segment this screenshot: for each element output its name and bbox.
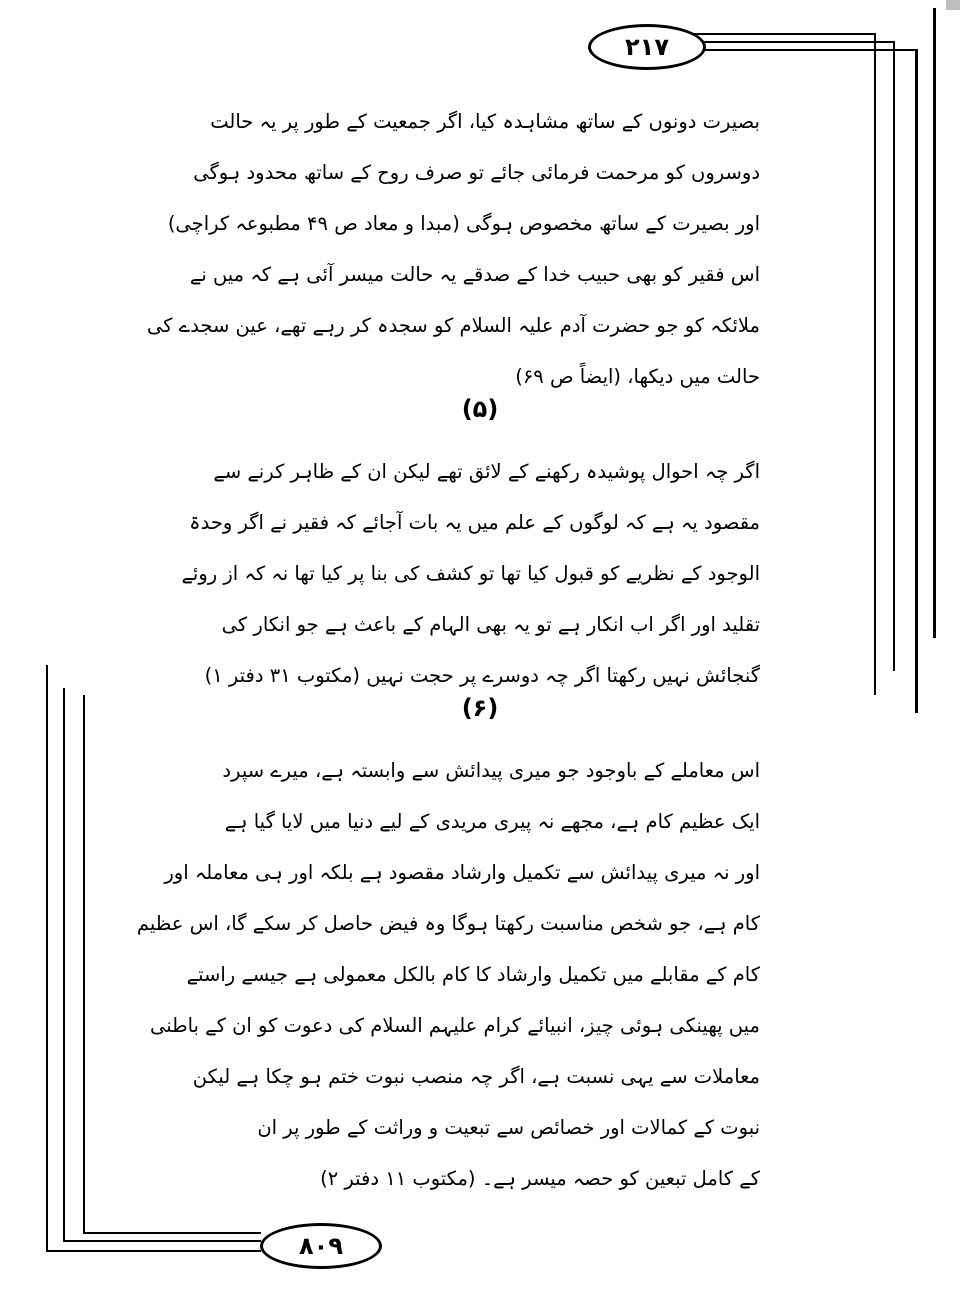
paragraph-line: اس فقیر کو بھی حبیب خدا کے صدقے یہ حالت میسر آئی ہے کہ میں نے bbox=[189, 263, 760, 286]
bottom-page-number bbox=[260, 1223, 382, 1269]
paragraph-line: کام ہے، جو شخص مناسبت رکھتا ہوگا وہ فیض حاصل کر سکے گا، اس عظیم bbox=[136, 912, 760, 935]
paragraph-line: تقلید اور اگر اب انکار ہے تو یہ بھی الہام کے باعث ہے جو انکار کی bbox=[221, 613, 760, 636]
section-heading-5: (۵) bbox=[461, 395, 499, 423]
paragraph-line: مقصود یہ ہے کہ لوگوں کے علم میں یہ بات آجائے کہ فقیر نے اگر وحدۃ bbox=[189, 511, 760, 534]
top-page-number-text: ۲۱۷ bbox=[625, 33, 669, 61]
paragraph-line: اگر چہ احوال پوشیدہ رکھنے کے لائق تھے لیکن ان کے ظاہر کرنے سے bbox=[213, 460, 760, 483]
paragraph-line: نبوت کے کمالات اور خصائص سے تبعیت و وراثت کے طور پر ان bbox=[257, 1116, 760, 1139]
paragraph-line: دوسروں کو مرحمت فرمائی جائے تو صرف روح کے ساتھ محدود ہوگی bbox=[193, 161, 760, 184]
bottom-page-number-text: ۸۰۹ bbox=[299, 1232, 343, 1260]
paragraph-line: میں پھینکی ہوئی چیز، انبیائے کرام علیہم السلام کی دعوت کو ان کے باطنی bbox=[149, 1014, 760, 1037]
paragraph-line: حالت میں دیکھا، (ایضاً ص ۶۹) bbox=[515, 365, 760, 388]
paragraph-line: بصیرت دونوں کے ساتھ مشاہدہ کیا، اگر جمعیت کے طور پر یہ حالت bbox=[210, 110, 760, 133]
paragraph-line: ملائکہ کو جو حضرت آدم علیہ السلام کو سجدہ کر رہے تھے، عین سجدے کی bbox=[147, 314, 760, 337]
section-heading-6: (۶) bbox=[461, 694, 499, 722]
paragraph-3 bbox=[136, 745, 760, 1204]
paragraph-2 bbox=[181, 446, 760, 701]
paragraph-line: معاملات سے یہی نسبت ہے، اگر چہ منصب نبوت ختم ہو چکا ہے لیکن bbox=[192, 1065, 760, 1088]
paragraph-line: کام کے مقابلے میں تکمیل وارشاد کا کام بالکل معمولی ہے جیسے راستے bbox=[186, 963, 760, 986]
paragraph-line: اور بصیرت کے ساتھ مخصوص ہوگی (مبدا و معاد ص ۴۹ مطبوعہ کراچی) bbox=[167, 212, 760, 235]
paragraph-line: کے کامل تبعین کو حصہ میسر ہے۔ (مکتوب ۱۱ دفتر ۲) bbox=[320, 1167, 760, 1190]
paragraph-line: گنجائش نہیں رکھتا اگر چہ دوسرے پر حجت نہیں (مکتوب ۳۱ دفتر ۱) bbox=[204, 664, 760, 687]
paragraph-line: اور نہ میری پیدائش سے تکمیل وارشاد مقصود ہے بلکہ اور ہی معاملہ اور bbox=[164, 861, 760, 884]
paragraph-line: ایک عظیم کام ہے، مجھے نہ پیری مریدی کے لیے دنیا میں لایا گیا ہے bbox=[224, 810, 760, 833]
scan-corner-mark bbox=[946, 0, 960, 10]
paragraph-line: الوجود کے نظریے کو قبول کیا تھا تو کشف کی بنا پر کیا تھا نہ کہ از روئے bbox=[181, 562, 760, 585]
paragraph-line: اس معاملے کے باوجود جو میری پیدائش سے وابستہ ہے، میرے سپرد bbox=[222, 759, 760, 782]
paragraph-1 bbox=[147, 96, 760, 402]
top-page-number bbox=[588, 24, 706, 70]
